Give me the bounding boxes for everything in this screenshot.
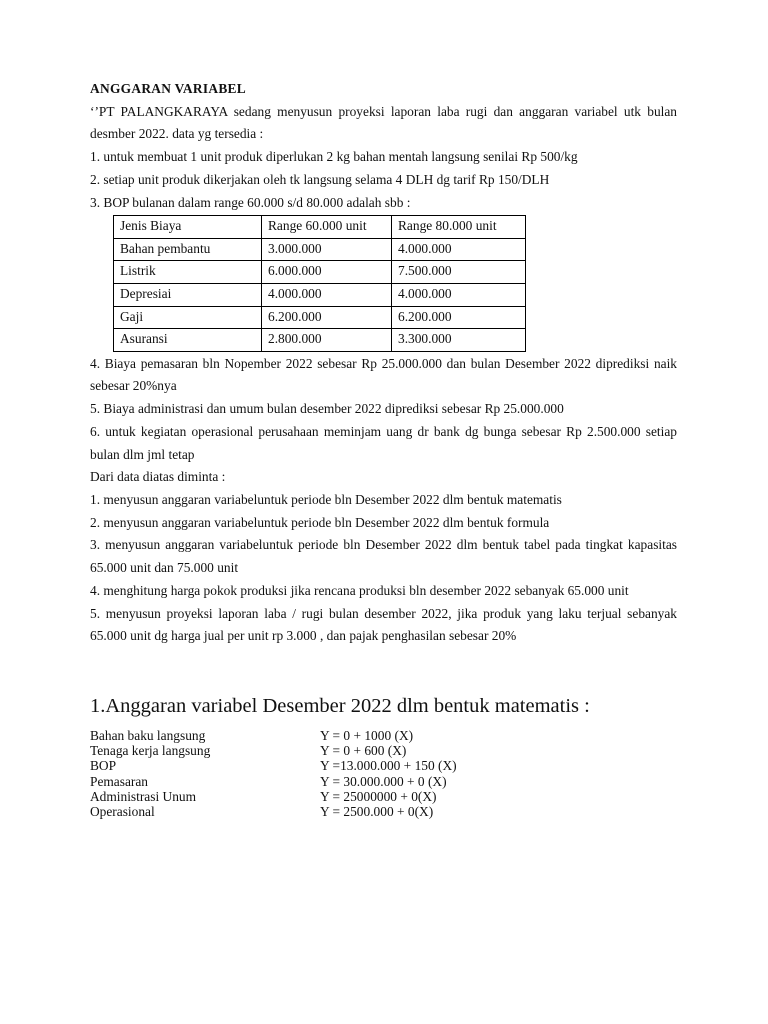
asked-item-5: 5. menyusun proyeksi laporan laba / rugi bulan desember 2022, jika produk yang laku terjual sebanyak 65.000 unit dg harga jual per unit rp 3.000 , dan pajak penghasilan sebesar 20%: [90, 605, 677, 644]
asked-item-3: 3. menyusun anggaran variabeluntuk periode bln Desember 2022 dlm bentuk tabel pada tingkat kapasitas 65.000 unit dan 75.000 unit: [90, 537, 677, 576]
given-item-2: 2. setiap unit produk dikerjakan oleh tk langsung selama 4 DLH dg tarif Rp 150/DLH: [90, 171, 550, 187]
given-item-3: 3. BOP bulanan dalam range 60.000 s/d 80.000 adalah sbb :: [90, 194, 411, 210]
table-cell: 4.000.000: [392, 284, 526, 307]
table-row: [114, 306, 526, 329]
math-label: Operasional: [90, 804, 155, 820]
math-formula: Y = 25000000 + 0(X): [320, 788, 437, 804]
list-item: [90, 804, 457, 819]
math-label: Administrasi Unum: [90, 788, 197, 804]
table-cell: Asuransi: [114, 329, 262, 352]
table-cell: 6.200.000: [262, 306, 392, 329]
list-item: [90, 789, 457, 804]
given-item-1: 1. untuk membuat 1 unit produk diperlukan 2 kg bahan mentah langsung senilai Rp 500/kg: [90, 149, 578, 165]
list-item: [90, 728, 457, 743]
table-cell: Depresiai: [114, 284, 262, 307]
math-label: Bahan baku langsung: [90, 728, 206, 743]
table-row: [114, 238, 526, 261]
math-label: Tenaga kerja langsung: [90, 743, 211, 759]
table-cell: 4.000.000: [262, 284, 392, 307]
math-formula: Y = 0 + 600 (X): [320, 743, 407, 759]
given-item-4: 4. Biaya pemasaran bln Nopember 2022 sebesar Rp 25.000.000 dan bulan Desember 2022 diprediksi naik sebesar 20%nya: [90, 355, 677, 394]
asked-intro: Dari data diatas diminta :: [90, 469, 226, 485]
table-header-cell: Jenis Biaya: [114, 216, 262, 239]
math-budget-list: [90, 728, 457, 819]
table-cell: 4.000.000: [392, 238, 526, 261]
table-cell: 3.300.000: [392, 329, 526, 352]
table-row: [114, 284, 526, 307]
table-cell: 6.200.000: [392, 306, 526, 329]
table-cell: Bahan pembantu: [114, 238, 262, 261]
table-row: [114, 261, 526, 284]
table-cell: 3.000.000: [262, 238, 392, 261]
math-label: BOP: [90, 758, 117, 774]
section-title: 1.Anggaran variabel Desember 2022 dlm bentuk matematis :: [90, 695, 590, 717]
problem-statement: [90, 78, 677, 648]
asked-item-4: 4. menghitung harga pokok produksi jika rencana produksi bln desember 2022 sebanyak 65.000 unit: [90, 582, 629, 598]
table-header-row: [114, 216, 526, 239]
given-item-5: 5. Biaya administrasi dan umum bulan desember 2022 diprediksi sebesar Rp 25.000.000: [90, 401, 564, 417]
list-item: [90, 774, 457, 789]
table-row: [114, 329, 526, 352]
table-cell: 2.800.000: [262, 329, 392, 352]
math-label: Pemasaran: [90, 773, 149, 789]
math-formula: Y =13.000.000 + 150 (X): [320, 758, 457, 774]
document-heading: ANGGARAN VARIABEL: [90, 81, 247, 96]
asked-item-1: 1. menyusun anggaran variabeluntuk periode bln Desember 2022 dlm bentuk matematis: [90, 492, 562, 507]
intro-paragraph: ‘’PT PALANGKARAYA sedang menyusun proyeksi laporan laba rugi dan anggaran variabel utk bulan desmber 2022. data yg tersedia :: [90, 103, 677, 142]
asked-item-2: 2. menyusun anggaran variabeluntuk periode bln Desember 2022 dlm bentuk formula: [90, 514, 550, 530]
bop-table: [113, 215, 526, 352]
table-header-cell: Range 80.000 unit: [392, 216, 526, 239]
table-cell: 7.500.000: [392, 261, 526, 284]
math-formula: Y = 30.000.000 + 0 (X): [320, 773, 447, 789]
list-item: [90, 743, 457, 758]
math-formula: Y = 2500.000 + 0(X): [320, 804, 434, 820]
table-cell: Gaji: [114, 306, 262, 329]
math-formula: Y = 0 + 1000 (X): [320, 728, 414, 743]
table-cell: 6.000.000: [262, 261, 392, 284]
table-header-cell: Range 60.000 unit: [262, 216, 392, 239]
given-item-6: 6. untuk kegiatan operasional perusahaan meminjam uang dr bank dg bunga sebesar Rp 2.500.000 setiap bulan dlm jml tetap: [90, 423, 677, 462]
table-cell: Listrik: [114, 261, 262, 284]
list-item: [90, 758, 457, 773]
